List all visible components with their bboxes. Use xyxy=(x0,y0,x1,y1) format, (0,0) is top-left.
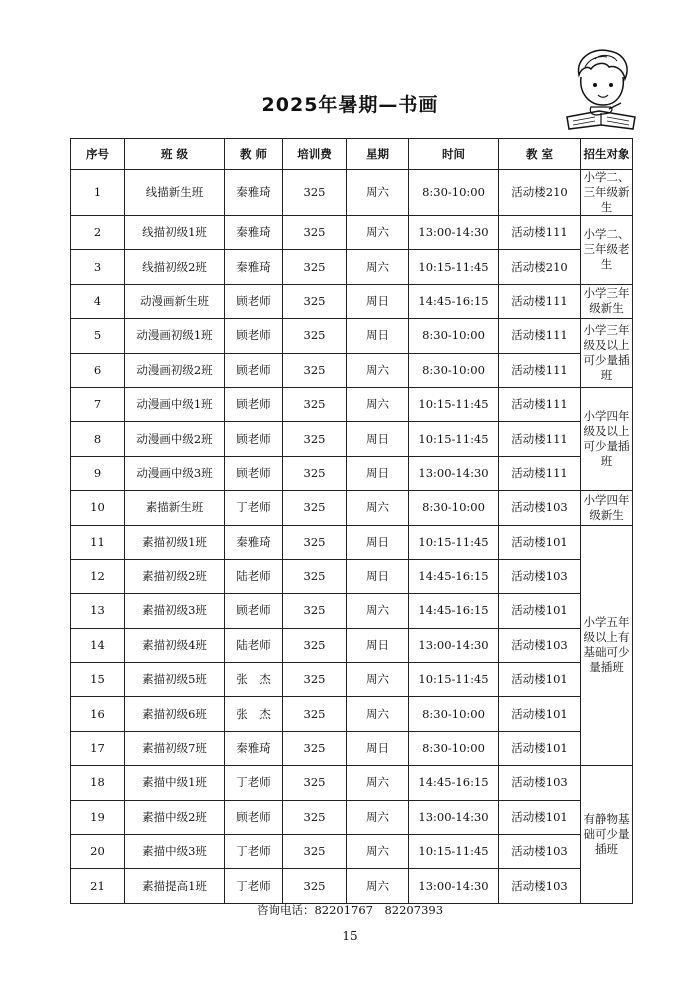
fee-cell: 325 xyxy=(283,456,347,490)
target-audience-cell: 小学二、三年级新生 xyxy=(581,170,633,216)
weekday-cell: 周六 xyxy=(347,353,409,387)
table-row xyxy=(71,353,633,387)
row-index-cell: 16 xyxy=(71,697,125,731)
classroom-cell: 活动楼103 xyxy=(499,628,581,662)
table-row xyxy=(71,319,633,353)
time-cell: 13:00-14:30 xyxy=(409,800,499,834)
classroom-cell: 活动楼111 xyxy=(499,456,581,490)
class-name-cell: 素描初级2班 xyxy=(125,559,225,593)
teacher-cell: 秦雅琦 xyxy=(225,525,283,559)
classroom-cell: 活动楼210 xyxy=(499,250,581,284)
teacher-cell: 陆老师 xyxy=(225,628,283,662)
row-index-cell: 12 xyxy=(71,559,125,593)
classroom-cell: 活动楼103 xyxy=(499,835,581,869)
fee-cell: 325 xyxy=(283,835,347,869)
teacher-cell: 顾老师 xyxy=(225,422,283,456)
classroom-cell: 活动楼101 xyxy=(499,525,581,559)
time-cell: 13:00-14:30 xyxy=(409,216,499,250)
table-row xyxy=(71,628,633,662)
row-index-cell: 5 xyxy=(71,319,125,353)
table-row xyxy=(71,284,633,318)
teacher-cell: 丁老师 xyxy=(225,869,283,903)
fee-cell: 325 xyxy=(283,800,347,834)
classroom-cell: 活动楼101 xyxy=(499,800,581,834)
teacher-cell: 顾老师 xyxy=(225,353,283,387)
classroom-cell: 活动楼111 xyxy=(499,353,581,387)
fee-cell: 325 xyxy=(283,869,347,903)
table-row xyxy=(71,559,633,593)
time-cell: 13:00-14:30 xyxy=(409,869,499,903)
weekday-cell: 周六 xyxy=(347,697,409,731)
weekday-cell: 周六 xyxy=(347,835,409,869)
class-name-cell: 素描初级4班 xyxy=(125,628,225,662)
time-cell: 10:15-11:45 xyxy=(409,387,499,421)
classroom-cell: 活动楼101 xyxy=(499,663,581,697)
row-index-cell: 11 xyxy=(71,525,125,559)
weekday-cell: 周日 xyxy=(347,525,409,559)
class-name-cell: 动漫画中级1班 xyxy=(125,387,225,421)
classroom-cell: 活动楼111 xyxy=(499,284,581,318)
table-row xyxy=(71,250,633,284)
row-index-cell: 10 xyxy=(71,491,125,525)
teacher-cell: 张 杰 xyxy=(225,697,283,731)
table-row xyxy=(71,170,633,216)
weekday-cell: 周六 xyxy=(347,387,409,421)
target-audience-cell: 有静物基础可少量插班 xyxy=(581,766,633,904)
class-name-cell: 素描初级1班 xyxy=(125,525,225,559)
header-time: 时间 xyxy=(409,139,499,170)
row-index-cell: 15 xyxy=(71,663,125,697)
header-target: 招生对象 xyxy=(581,139,633,170)
schedule-table xyxy=(70,138,633,904)
weekday-cell: 周六 xyxy=(347,216,409,250)
table-row xyxy=(71,456,633,490)
fee-cell: 325 xyxy=(283,628,347,662)
weekday-cell: 周六 xyxy=(347,663,409,697)
classroom-cell: 活动楼101 xyxy=(499,731,581,765)
table-row xyxy=(71,491,633,525)
class-name-cell: 动漫画新生班 xyxy=(125,284,225,318)
table-header-row xyxy=(71,139,633,170)
table-row xyxy=(71,387,633,421)
fee-cell: 325 xyxy=(283,525,347,559)
teacher-cell: 秦雅琦 xyxy=(225,170,283,216)
teacher-cell: 顾老师 xyxy=(225,800,283,834)
class-name-cell: 素描新生班 xyxy=(125,491,225,525)
teacher-cell: 秦雅琦 xyxy=(225,731,283,765)
target-audience-cell: 小学三年级新生 xyxy=(581,284,633,318)
teacher-cell: 顾老师 xyxy=(225,456,283,490)
table-row xyxy=(71,800,633,834)
table-row xyxy=(71,525,633,559)
table-row xyxy=(71,216,633,250)
target-audience-cell: 小学二、三年级老生 xyxy=(581,216,633,285)
header-weekday: 星期 xyxy=(347,139,409,170)
teacher-cell: 秦雅琦 xyxy=(225,216,283,250)
teacher-cell: 顾老师 xyxy=(225,284,283,318)
row-index-cell: 21 xyxy=(71,869,125,903)
class-name-cell: 素描初级3班 xyxy=(125,594,225,628)
time-cell: 8:30-10:00 xyxy=(409,491,499,525)
teacher-cell: 陆老师 xyxy=(225,559,283,593)
class-name-cell: 素描初级6班 xyxy=(125,697,225,731)
classroom-cell: 活动楼101 xyxy=(499,594,581,628)
row-index-cell: 13 xyxy=(71,594,125,628)
time-cell: 14:45-16:15 xyxy=(409,766,499,800)
weekday-cell: 周日 xyxy=(347,422,409,456)
time-cell: 8:30-10:00 xyxy=(409,353,499,387)
class-name-cell: 素描初级7班 xyxy=(125,731,225,765)
class-name-cell: 素描初级5班 xyxy=(125,663,225,697)
classroom-cell: 活动楼210 xyxy=(499,170,581,216)
weekday-cell: 周日 xyxy=(347,319,409,353)
classroom-cell: 活动楼111 xyxy=(499,319,581,353)
class-name-cell: 线描初级1班 xyxy=(125,216,225,250)
classroom-cell: 活动楼111 xyxy=(499,216,581,250)
fee-cell: 325 xyxy=(283,594,347,628)
page-title: 2025年暑期—书画 xyxy=(261,94,439,116)
teacher-cell: 秦雅琦 xyxy=(225,250,283,284)
fee-cell: 325 xyxy=(283,663,347,697)
time-cell: 8:30-10:00 xyxy=(409,731,499,765)
row-index-cell: 18 xyxy=(71,766,125,800)
time-cell: 10:15-11:45 xyxy=(409,835,499,869)
row-index-cell: 3 xyxy=(71,250,125,284)
weekday-cell: 周六 xyxy=(347,491,409,525)
table-row xyxy=(71,594,633,628)
weekday-cell: 周日 xyxy=(347,284,409,318)
header-fee: 培训费 xyxy=(283,139,347,170)
table-row xyxy=(71,731,633,765)
time-cell: 8:30-10:00 xyxy=(409,697,499,731)
class-name-cell: 动漫画中级3班 xyxy=(125,456,225,490)
class-name-cell: 线描初级2班 xyxy=(125,250,225,284)
row-index-cell: 1 xyxy=(71,170,125,216)
class-name-cell: 素描中级1班 xyxy=(125,766,225,800)
target-audience-cell: 小学五年级以上有基础可少量插班 xyxy=(581,525,633,766)
row-index-cell: 9 xyxy=(71,456,125,490)
weekday-cell: 周日 xyxy=(347,628,409,662)
row-index-cell: 20 xyxy=(71,835,125,869)
weekday-cell: 周六 xyxy=(347,869,409,903)
class-name-cell: 线描新生班 xyxy=(125,170,225,216)
weekday-cell: 周六 xyxy=(347,766,409,800)
row-index-cell: 19 xyxy=(71,800,125,834)
fee-cell: 325 xyxy=(283,284,347,318)
header-room: 教 室 xyxy=(499,139,581,170)
time-cell: 8:30-10:00 xyxy=(409,170,499,216)
time-cell: 10:15-11:45 xyxy=(409,422,499,456)
child-reading-illustration xyxy=(565,45,637,133)
teacher-cell: 丁老师 xyxy=(225,766,283,800)
fee-cell: 325 xyxy=(283,559,347,593)
class-name-cell: 素描中级2班 xyxy=(125,800,225,834)
classroom-cell: 活动楼111 xyxy=(499,422,581,456)
header-class: 班 级 xyxy=(125,139,225,170)
class-name-cell: 素描提高1班 xyxy=(125,869,225,903)
weekday-cell: 周六 xyxy=(347,594,409,628)
teacher-cell: 顾老师 xyxy=(225,387,283,421)
weekday-cell: 周日 xyxy=(347,456,409,490)
teacher-cell: 张 杰 xyxy=(225,663,283,697)
time-cell: 14:45-16:15 xyxy=(409,284,499,318)
weekday-cell: 周六 xyxy=(347,800,409,834)
fee-cell: 325 xyxy=(283,422,347,456)
target-audience-cell: 小学四年级新生 xyxy=(581,491,633,525)
class-name-cell: 动漫画初级1班 xyxy=(125,319,225,353)
row-index-cell: 8 xyxy=(71,422,125,456)
header-index: 序号 xyxy=(71,139,125,170)
table-row xyxy=(71,835,633,869)
time-cell: 10:15-11:45 xyxy=(409,663,499,697)
table-body xyxy=(71,170,633,904)
teacher-cell: 顾老师 xyxy=(225,594,283,628)
row-index-cell: 17 xyxy=(71,731,125,765)
teacher-cell: 顾老师 xyxy=(225,319,283,353)
header-teacher: 教 师 xyxy=(225,139,283,170)
classroom-cell: 活动楼101 xyxy=(499,697,581,731)
classroom-cell: 活动楼111 xyxy=(499,387,581,421)
table-row xyxy=(71,869,633,903)
weekday-cell: 周六 xyxy=(347,170,409,216)
time-cell: 14:45-16:15 xyxy=(409,559,499,593)
fee-cell: 325 xyxy=(283,319,347,353)
fee-cell: 325 xyxy=(283,766,347,800)
time-cell: 13:00-14:30 xyxy=(409,628,499,662)
classroom-cell: 活动楼103 xyxy=(499,559,581,593)
fee-cell: 325 xyxy=(283,491,347,525)
time-cell: 8:30-10:00 xyxy=(409,319,499,353)
table-row xyxy=(71,422,633,456)
weekday-cell: 周六 xyxy=(347,250,409,284)
class-name-cell: 动漫画中级2班 xyxy=(125,422,225,456)
target-audience-cell: 小学四年级及以上可少量插班 xyxy=(581,387,633,490)
class-name-cell: 动漫画初级2班 xyxy=(125,353,225,387)
table-row xyxy=(71,766,633,800)
fee-cell: 325 xyxy=(283,387,347,421)
classroom-cell: 活动楼103 xyxy=(499,869,581,903)
weekday-cell: 周日 xyxy=(347,731,409,765)
row-index-cell: 6 xyxy=(71,353,125,387)
time-cell: 14:45-16:15 xyxy=(409,594,499,628)
row-index-cell: 14 xyxy=(71,628,125,662)
teacher-cell: 丁老师 xyxy=(225,835,283,869)
table-row xyxy=(71,663,633,697)
classroom-cell: 活动楼103 xyxy=(499,766,581,800)
fee-cell: 325 xyxy=(283,731,347,765)
time-cell: 10:15-11:45 xyxy=(409,250,499,284)
fee-cell: 325 xyxy=(283,170,347,216)
weekday-cell: 周日 xyxy=(347,559,409,593)
class-name-cell: 素描中级3班 xyxy=(125,835,225,869)
target-audience-cell: 小学三年级及以上可少量插班 xyxy=(581,319,633,388)
row-index-cell: 2 xyxy=(71,216,125,250)
row-index-cell: 4 xyxy=(71,284,125,318)
time-cell: 13:00-14:30 xyxy=(409,456,499,490)
time-cell: 10:15-11:45 xyxy=(409,525,499,559)
fee-cell: 325 xyxy=(283,250,347,284)
page-number: 15 xyxy=(342,929,358,943)
classroom-cell: 活动楼103 xyxy=(499,491,581,525)
fee-cell: 325 xyxy=(283,216,347,250)
teacher-cell: 丁老师 xyxy=(225,491,283,525)
row-index-cell: 7 xyxy=(71,387,125,421)
table-row xyxy=(71,697,633,731)
fee-cell: 325 xyxy=(283,697,347,731)
fee-cell: 325 xyxy=(283,353,347,387)
footer-phone: 咨询电话：82201767 82207393 xyxy=(256,903,444,917)
